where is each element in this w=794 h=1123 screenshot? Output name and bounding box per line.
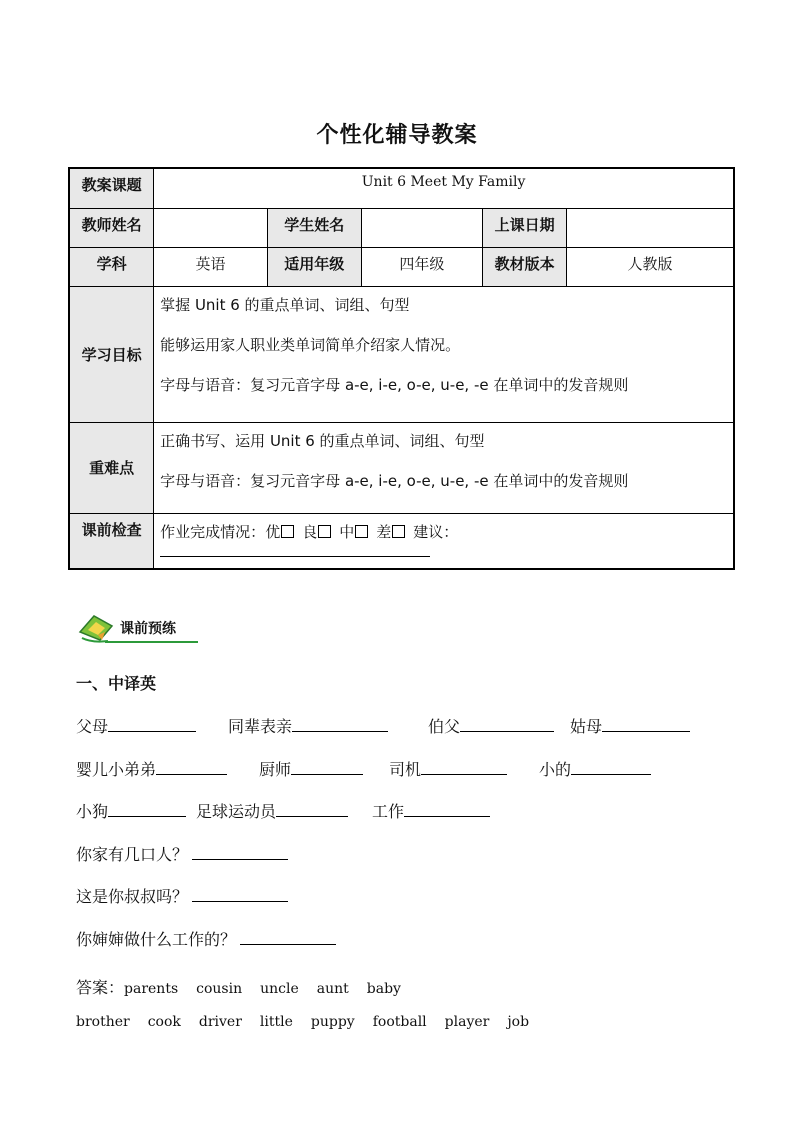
vocab-prompt: 父母 xyxy=(76,717,109,736)
answer-word: little xyxy=(259,1014,293,1030)
teacher-field[interactable] xyxy=(154,208,268,247)
goals-cell xyxy=(154,286,734,422)
answer-word: job xyxy=(507,1014,530,1030)
vocab-prompt: 同辈表亲 xyxy=(228,717,293,736)
answer-blank[interactable] xyxy=(276,800,348,817)
vocab-row xyxy=(76,799,490,822)
checkbox[interactable] xyxy=(355,525,368,538)
answer-blank[interactable] xyxy=(571,758,651,775)
vocab-row xyxy=(76,757,651,780)
check-suggest: 建议： xyxy=(413,522,459,541)
checkbox[interactable] xyxy=(281,525,294,538)
goal-item: 能够运用家人职业类单词简单介绍家人情况。 xyxy=(160,335,461,354)
topic-label: 教案课题 xyxy=(69,168,154,208)
subject-label: 学科 xyxy=(69,247,154,286)
check-opt: 优 xyxy=(265,522,281,541)
answer-blank[interactable] xyxy=(192,843,288,860)
vocab-prompt: 伯父 xyxy=(428,717,461,736)
check-opt: 差 xyxy=(376,522,392,541)
answer-word: cousin xyxy=(196,981,243,997)
check-label: 课前检查 xyxy=(69,513,154,569)
sentence-prompt: 你家有几口人？ xyxy=(76,845,189,864)
answer-blank[interactable] xyxy=(108,715,196,732)
grade-label: 适用年级 xyxy=(267,247,361,286)
badge-label: 课前预练 xyxy=(120,621,176,637)
answer-word: baby brother xyxy=(76,981,401,1030)
goal-item: 掌握 Unit 6 的重点单词、词组、句型 xyxy=(160,295,410,314)
answer-word: driver xyxy=(198,1014,242,1030)
edition-label: 教材版本 xyxy=(483,247,567,286)
difficulty-item: 字母与语音：复习元音字母 a-e, i-e, o-e, u-e, -e 在单词中的发音规则 xyxy=(160,471,629,490)
answer-key xyxy=(76,972,726,1038)
answer-blank[interactable] xyxy=(291,758,363,775)
vocab-prompt: 小的 xyxy=(539,760,572,779)
vocab-prompt: 姑母 xyxy=(570,717,603,736)
answer-blank[interactable] xyxy=(602,715,690,732)
answer-word: parents xyxy=(124,981,179,997)
answer-word: player xyxy=(444,1014,490,1030)
answer-blank[interactable] xyxy=(292,715,388,732)
grade-value: 四年级 xyxy=(361,247,483,286)
sentence-prompt: 这是你叔叔吗？ xyxy=(76,887,189,906)
answer-word: puppy xyxy=(310,1014,355,1030)
check-opt: 良 xyxy=(302,522,318,541)
goals-label: 学习目标 xyxy=(69,286,154,422)
answer-blank[interactable] xyxy=(421,758,507,775)
answer-word: cook xyxy=(147,1014,181,1030)
difficulty-cell xyxy=(154,422,734,513)
sentence-row xyxy=(76,842,288,865)
difficulty-item: 正确书写、运用 Unit 6 的重点单词、词组、句型 xyxy=(160,431,485,450)
check-opt: 中 xyxy=(339,522,355,541)
answer-word: football xyxy=(372,1014,427,1030)
sentence-row xyxy=(76,884,288,907)
vocab-prompt: 婴儿小弟弟 xyxy=(76,760,157,779)
answer-blank[interactable] xyxy=(404,800,490,817)
suggest-blank[interactable] xyxy=(160,542,430,557)
checkbox[interactable] xyxy=(392,525,405,538)
answer-word: aunt xyxy=(316,981,349,997)
vocab-prompt: 足球运动员 xyxy=(196,802,277,821)
answer-word: uncle xyxy=(260,981,299,997)
sentence-prompt: 你婶婶做什么工作的？ xyxy=(76,930,237,949)
checkbox[interactable] xyxy=(318,525,331,538)
difficulty-label: 重难点 xyxy=(69,422,154,513)
vocab-prompt: 司机 xyxy=(389,760,422,779)
edition-value: 人教版 xyxy=(567,247,735,286)
goal-item: 字母与语音：复习元音字母 a-e, i-e, o-e, u-e, -e 在单词中的发音规则 xyxy=(160,375,629,394)
topic-value: Unit 6 Meet My Family xyxy=(154,168,734,208)
answer-blank[interactable] xyxy=(156,758,227,775)
lesson-plan-table xyxy=(68,167,735,570)
student-field[interactable] xyxy=(361,208,483,247)
date-field[interactable] xyxy=(567,208,735,247)
sentence-row xyxy=(76,927,336,950)
check-prefix: 作业完成情况： xyxy=(160,522,266,541)
answer-label: 答案： xyxy=(76,978,125,997)
answer-blank[interactable] xyxy=(460,715,554,732)
subject-value: 英语 xyxy=(154,247,268,286)
badge-underline xyxy=(105,641,198,643)
date-label: 上课日期 xyxy=(483,208,567,247)
answer-blank[interactable] xyxy=(108,800,186,817)
student-label: 学生姓名 xyxy=(267,208,361,247)
page-title: 个性化辅导教案 xyxy=(316,123,478,148)
answer-blank[interactable] xyxy=(240,928,336,945)
vocab-prompt: 厨师 xyxy=(259,760,292,779)
check-cell xyxy=(154,513,734,569)
section-heading: 一、中译英 xyxy=(76,674,157,693)
vocab-prompt: 工作 xyxy=(372,802,405,821)
answer-blank[interactable] xyxy=(192,885,288,902)
teacher-label: 教师姓名 xyxy=(69,208,154,247)
vocab-prompt: 小狗 xyxy=(76,802,109,821)
vocab-row xyxy=(76,714,690,737)
